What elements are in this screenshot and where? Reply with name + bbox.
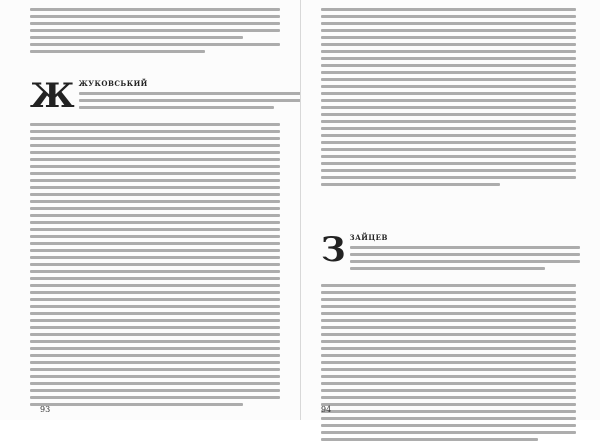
- page-number: 94: [321, 405, 332, 414]
- right-page: [300, 0, 600, 420]
- entry-header-zhukovskyi: [30, 76, 309, 116]
- entry-headword: ЖУКОВСЬКИЙ: [78, 79, 148, 88]
- left-page: [0, 0, 300, 420]
- left-page-text-top: [30, 8, 280, 57]
- page-number: 93: [40, 405, 51, 414]
- dropcap: Ж: [30, 76, 75, 116]
- right-page-text-bottom: [321, 284, 576, 445]
- entry-headword: ЗАЙЦЕВ: [349, 233, 388, 242]
- right-page-text-top: [321, 8, 576, 190]
- left-page-text-main: [30, 123, 280, 410]
- entry-header-zaitsev: [321, 230, 580, 274]
- dropcap: З: [321, 230, 346, 270]
